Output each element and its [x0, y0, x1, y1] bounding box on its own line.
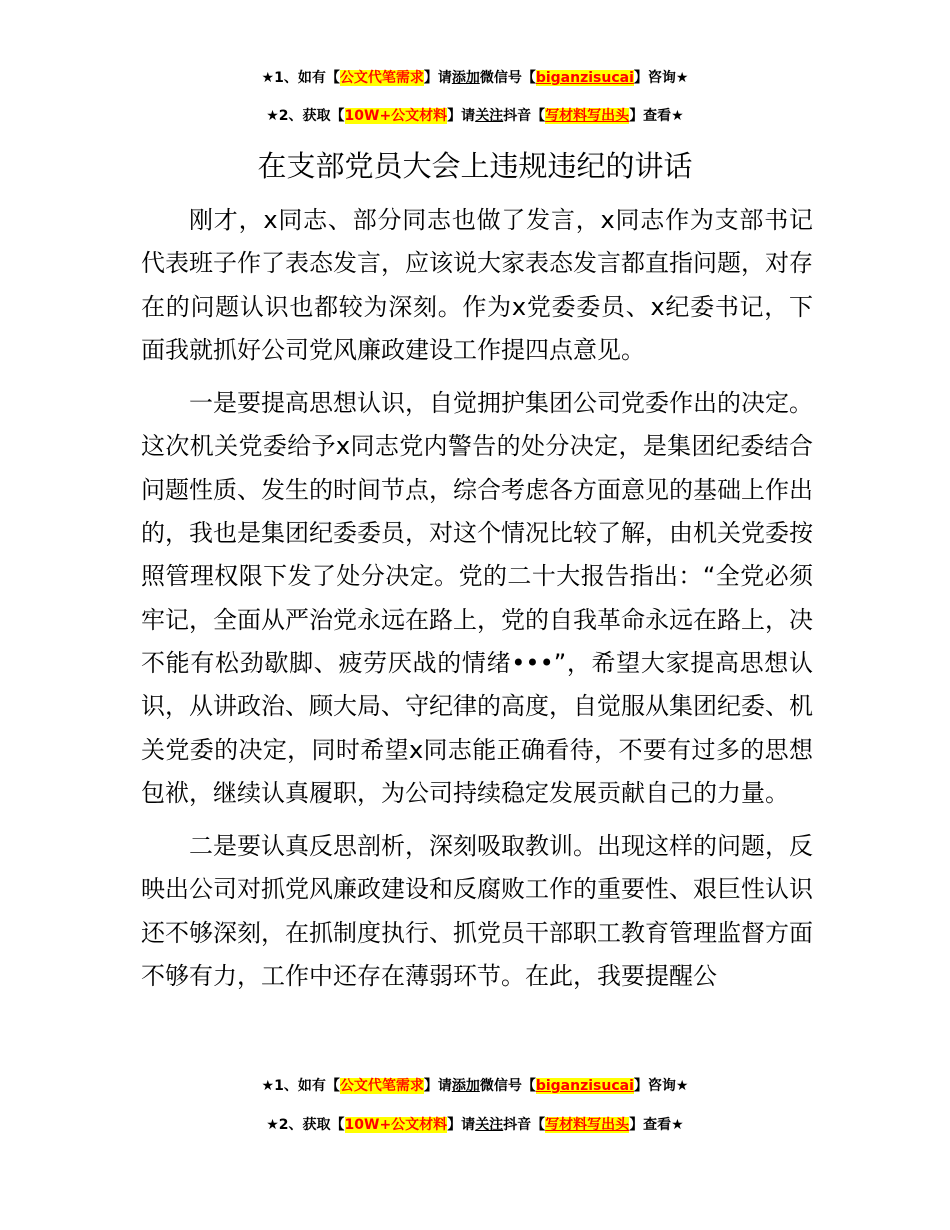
promo-line-wechat-footer — [0, 1076, 950, 1096]
emphasis-add: 添加 — [451, 1078, 480, 1094]
promo-text: ★2、获取【 — [266, 108, 345, 124]
emphasis-follow: 关注 — [475, 108, 504, 124]
promo-text: 】咨询★ — [633, 1078, 689, 1094]
highlight-douyin-account: 写材料写出头 — [545, 108, 630, 124]
highlight-ghostwriting: 公文代笔需求 — [339, 1078, 424, 1094]
highlight-wechat-id: biganzisucai — [535, 70, 634, 86]
document-title: 在支部党员大会上违规违纪的讲话 — [257, 149, 693, 183]
highlight-materials: 10W+公文材料 — [344, 108, 448, 124]
promo-line-douyin-footer — [0, 1115, 950, 1135]
promo-text: 抖音【 — [503, 108, 546, 124]
promo-line-wechat — [0, 68, 950, 88]
paragraph-point-one: 一是要提高思想认识，自觉拥护集团公司党委作出的决定。这次机关党委给予x同志党内警告的处分决定，是集团纪委结合问题性质、发生的时间节点，综合考虑各方面意见的基础上作出的，我也是集团纪委委员，对这个情况比较了解，由机关党委按照管理权限下发了处分决定。党的二十大报告指出：“全党必须牢记，全面从严治党永远在路上，党的自我革命永远在路上，决不能有松劲歇脚、疲劳厌战的情绪•••”，希望大家提高思想认识，从讲政治、顾大局、守纪律的高度，自觉服从集团纪委、机关党委的决定，同时希望x同志能正确看待，不要有过多的思想包袱，继续认真履职，为公司持续稳定发展贡献自己的力量。 — [141, 389, 813, 807]
promo-text: 】查看★ — [629, 108, 684, 124]
promo-text: 】请 — [423, 1078, 452, 1094]
promo-text: ★2、获取【 — [266, 1117, 345, 1133]
promo-text: 】请 — [423, 70, 452, 86]
highlight-materials: 10W+公文材料 — [344, 1117, 448, 1133]
promo-text: ★1、如有【 — [261, 1078, 340, 1094]
emphasis-add: 添加 — [451, 70, 480, 86]
promo-text: 微信号【 — [479, 1078, 536, 1094]
promo-text: 微信号【 — [479, 70, 536, 86]
document-body — [141, 199, 813, 1008]
paragraph-intro: 刚才，x同志、部分同志也做了发言，x同志作为支部书记代表班子作了表态发言，应该说大家表态发言都直指问题，对存在的问题认识也都较为深刻。作为x党委委员、x纪委书记，下面我就抓好公司党风廉政建设工作提四点意见。 — [141, 206, 813, 364]
promo-text: 】请 — [447, 1117, 476, 1133]
promo-text: ★1、如有【 — [261, 70, 340, 86]
promo-text: 】咨询★ — [633, 70, 689, 86]
promo-text: 】查看★ — [629, 1117, 684, 1133]
promo-line-douyin — [0, 106, 950, 126]
highlight-douyin-account: 写材料写出头 — [545, 1117, 630, 1133]
paragraph-point-two: 二是要认真反思剖析，深刻吸取教训。出现这样的问题，反映出公司对抓党风廉政建设和反腐败工作的重要性、艰巨性认识还不够深刻，在抓制度执行、抓党员干部职工教育管理监督方面不够有力，工作中还存在薄弱环节。在此，我要提醒公 — [141, 832, 813, 991]
emphasis-follow: 关注 — [475, 1117, 504, 1133]
highlight-ghostwriting: 公文代笔需求 — [339, 70, 424, 86]
promo-text: 抖音【 — [503, 1117, 546, 1133]
promo-text: 】请 — [447, 108, 476, 124]
highlight-wechat-id: biganzisucai — [535, 1078, 634, 1094]
